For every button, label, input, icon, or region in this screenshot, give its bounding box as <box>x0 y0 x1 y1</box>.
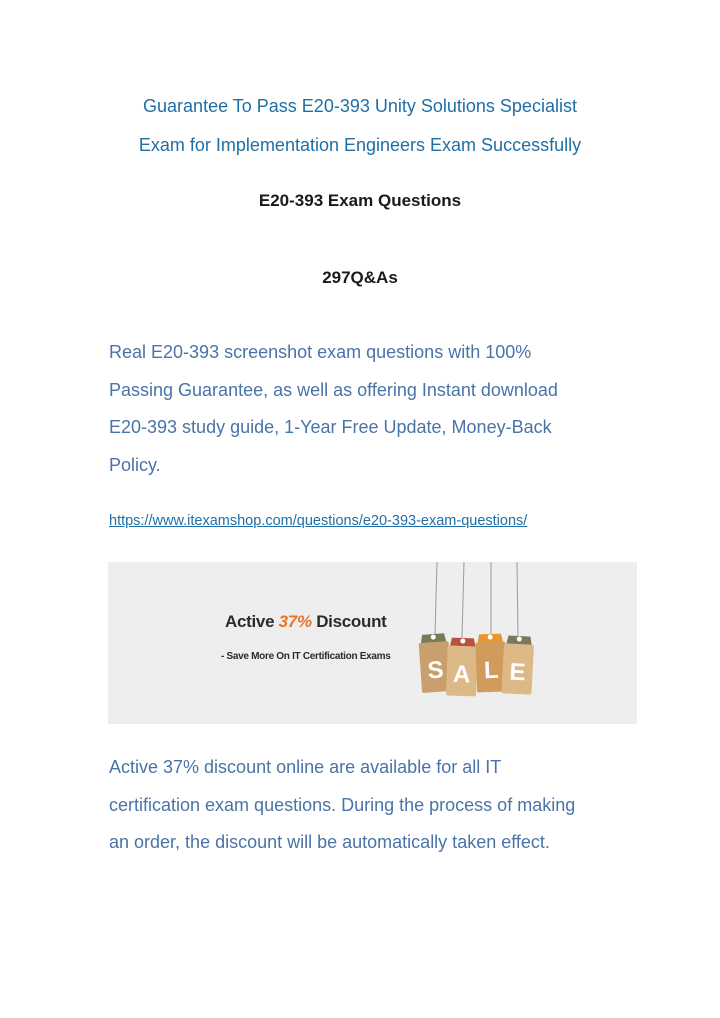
discount-line: Active 37% discount online are available for all IT <box>109 757 502 777</box>
sale-letter: E <box>508 658 527 687</box>
intro-line: Real E20-393 screenshot exam questions with 100% <box>109 342 532 362</box>
document-title-line-1: Guarantee To Pass E20-393 Unity Solutions Specialist <box>143 96 577 116</box>
sale-tag-a <box>446 637 478 696</box>
tag-string <box>435 562 437 634</box>
tag-string <box>462 562 464 638</box>
exam-questions-heading: E20-393 Exam Questions <box>258 191 462 210</box>
banner-headline <box>225 612 387 632</box>
discount-line: certification exam questions. During the process of making <box>109 794 576 815</box>
banner-headline-prefix: Active <box>225 612 279 631</box>
banner-subline: - Save More On IT Certification Exams <box>221 651 391 662</box>
sale-letter: L <box>483 656 500 685</box>
qa-count-heading: 297Q&As <box>322 268 398 287</box>
sale-letter: A <box>452 660 471 689</box>
intro-line: Policy. <box>109 454 161 475</box>
document-title-line-2: Exam for Implementation Engineers Exam Successfully <box>138 135 582 155</box>
sale-tag-e <box>501 635 534 694</box>
discount-line: an order, the discount will be automatically taken effect. <box>109 832 550 852</box>
intro-line: E20-393 study guide, 1-Year Free Update, Money-Back <box>109 417 552 437</box>
banner-headline-suffix: Discount <box>311 612 387 631</box>
intro-line: Passing Guarantee, as well as offering Instant download <box>109 379 558 400</box>
tag-string <box>517 562 518 636</box>
intro-paragraph <box>109 334 669 484</box>
discount-paragraph <box>109 749 669 862</box>
sale-tags-illustration <box>398 562 538 724</box>
sale-letter: S <box>426 656 445 685</box>
banner-discount-percent: 37% <box>278 612 312 631</box>
discount-banner[interactable] <box>108 562 637 724</box>
exam-questions-link[interactable]: https://www.itexamshop.com/questions/e20-393-exam-questions/ <box>109 513 528 529</box>
